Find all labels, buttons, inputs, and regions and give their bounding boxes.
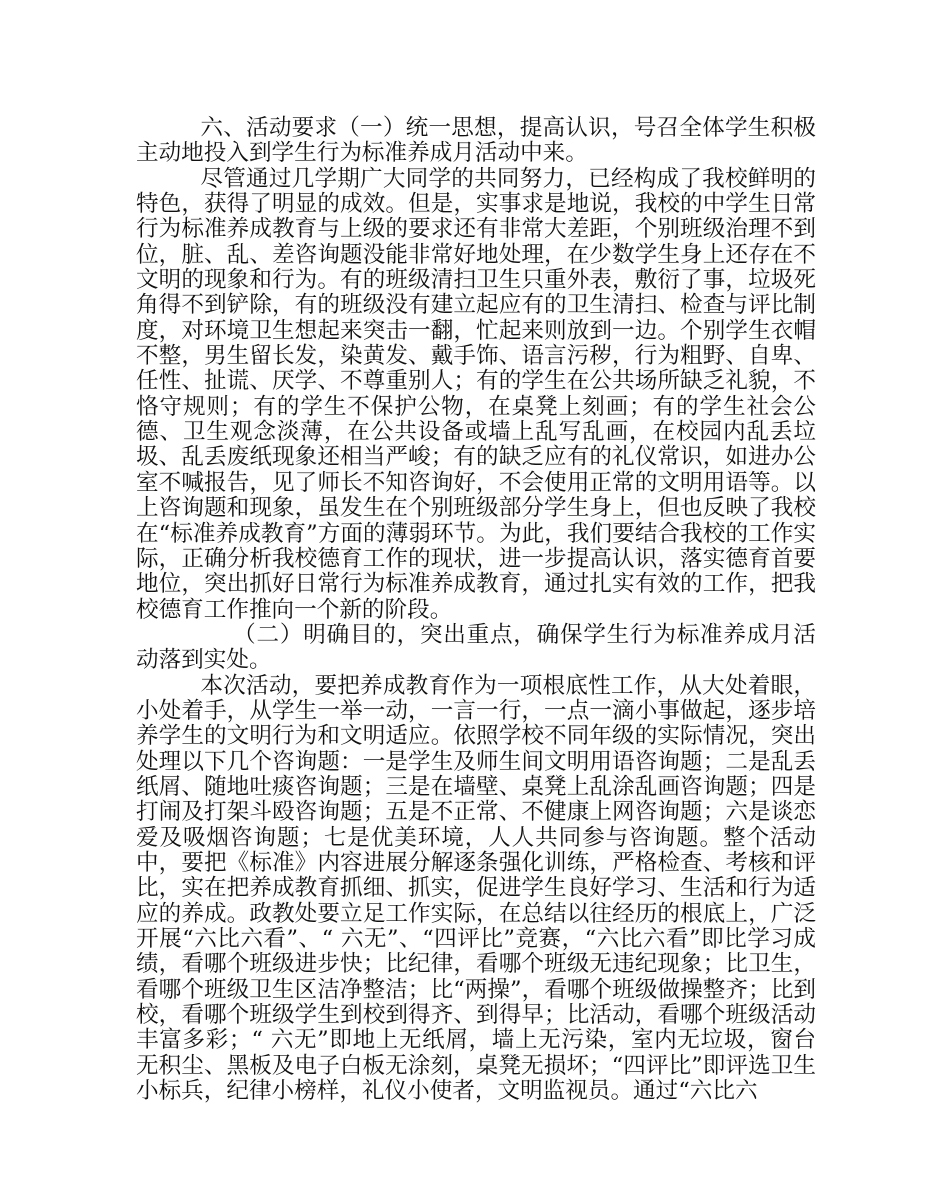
- paragraph-activity-details: 本次活动，要把养成教育作为一项根底性工作，从大处着眼，小处着手，从学生一举一动，一言一行，一点一滴小事做起，逐步培养学生的文明行为和文明适应。依照学校不同年级的实际情况，突出处理以下几个咨询题：一是学生及师生间文明用语咨询题；二是乱丢纸屑、随地吐痰咨询题；三是在墙壁、桌凳上乱涂乱画咨询题；四是打闹及打架斗殴咨询题；五是不正常、不健康上网咨询题；六是谈恋爱及吸烟咨询题；七是优美环境，人人共同参与咨询题。整个活动中，要把《标准》内容进展分解逐条强化训练，严格检查、考核和评比，实在把养成教育抓细、抓实，促进学生良好学习、生活和行为适应的养成。政教处要立足工作实际，在总结以往经历的根底上，广泛开展“六比六看”、“ 六无”、“四评比”竞赛，“六比六看”即比学习成绩，看哪个班级进步快；比纪律，看哪个班级无违纪现象；比卫生，看哪个班级卫生区洁净整洁；比“两操”，看哪个班级做操整齐；比到校，看哪个班级学生到校到得齐、到得早；比活动，看哪个班级活动丰富多彩；“ 六无”即地上无纸屑，墙上无污染，室内无垃圾，窗台无积尘、黑板及电子白板无涂刻，桌凳无损坏；“四评比”即评选卫生小标兵，纪律小榜样，礼仪小使者，文明监视员。通过“六比六: [136, 672, 816, 1105]
- paragraph-clear-goals-heading: （二）明确目的，突出重点，确保学生行为标准养成月活动落到实处。: [136, 621, 816, 674]
- document-page: [136, 116, 816, 1104]
- paragraph-current-problems: 尽管通过几学期广大同学的共同努力，已经构成了我校鲜明的特色，获得了明显的成效。但是，实事求是地说，我校的中学生日常行为标准养成教育与上级的要求还有非常大差距，个别班级治理不到位，脏、乱、差咨询题没能非常好地处理，在少数学生身上还存在不文明的现象和行为。有的班级清扫卫生只重外表，敷衍了事，垃圾死角得不到铲除，有的班级没有建立起应有的卫生清扫、检查与评比制度，对环境卫生想起来突击一翻，忙起来则放到一边。个别学生衣帽不整，男生留长发，染黄发、戴手饰、语言污秽，行为粗野、自卑、任性、扯谎、厌学、不尊重别人；有的学生在公共场所缺乏礼貌，不恪守规则；有的学生不保护公物，在桌凳上刻画；有的学生社会公德、卫生观念淡薄，在公共设备或墙上乱写乱画，在校园内乱丢垃圾、乱丢废纸现象还相当严峻；有的缺乏应有的礼仪常识，如进办公室不喊报告，见了师长不知咨询好，不会使用正常的文明用语等。以上咨询题和现象，虽发生在个别班级部分学生身上，但也反映了我校在“标准养成教育”方面的薄弱环节。为此，我们要结合我校的工作实际，正确分析我校德育工作的现状，进一步提高认识，落实德育首要地位，突出抓好日常行为标准养成教育，通过扎实有效的工作，把我校德育工作推向一个新的阶段。: [136, 165, 816, 623]
- paragraph-activity-requirements: 六、活动要求（一）统一思想，提高认识，号召全体学生积极主动地投入到学生行为标准养成月活动中来。: [136, 115, 816, 167]
